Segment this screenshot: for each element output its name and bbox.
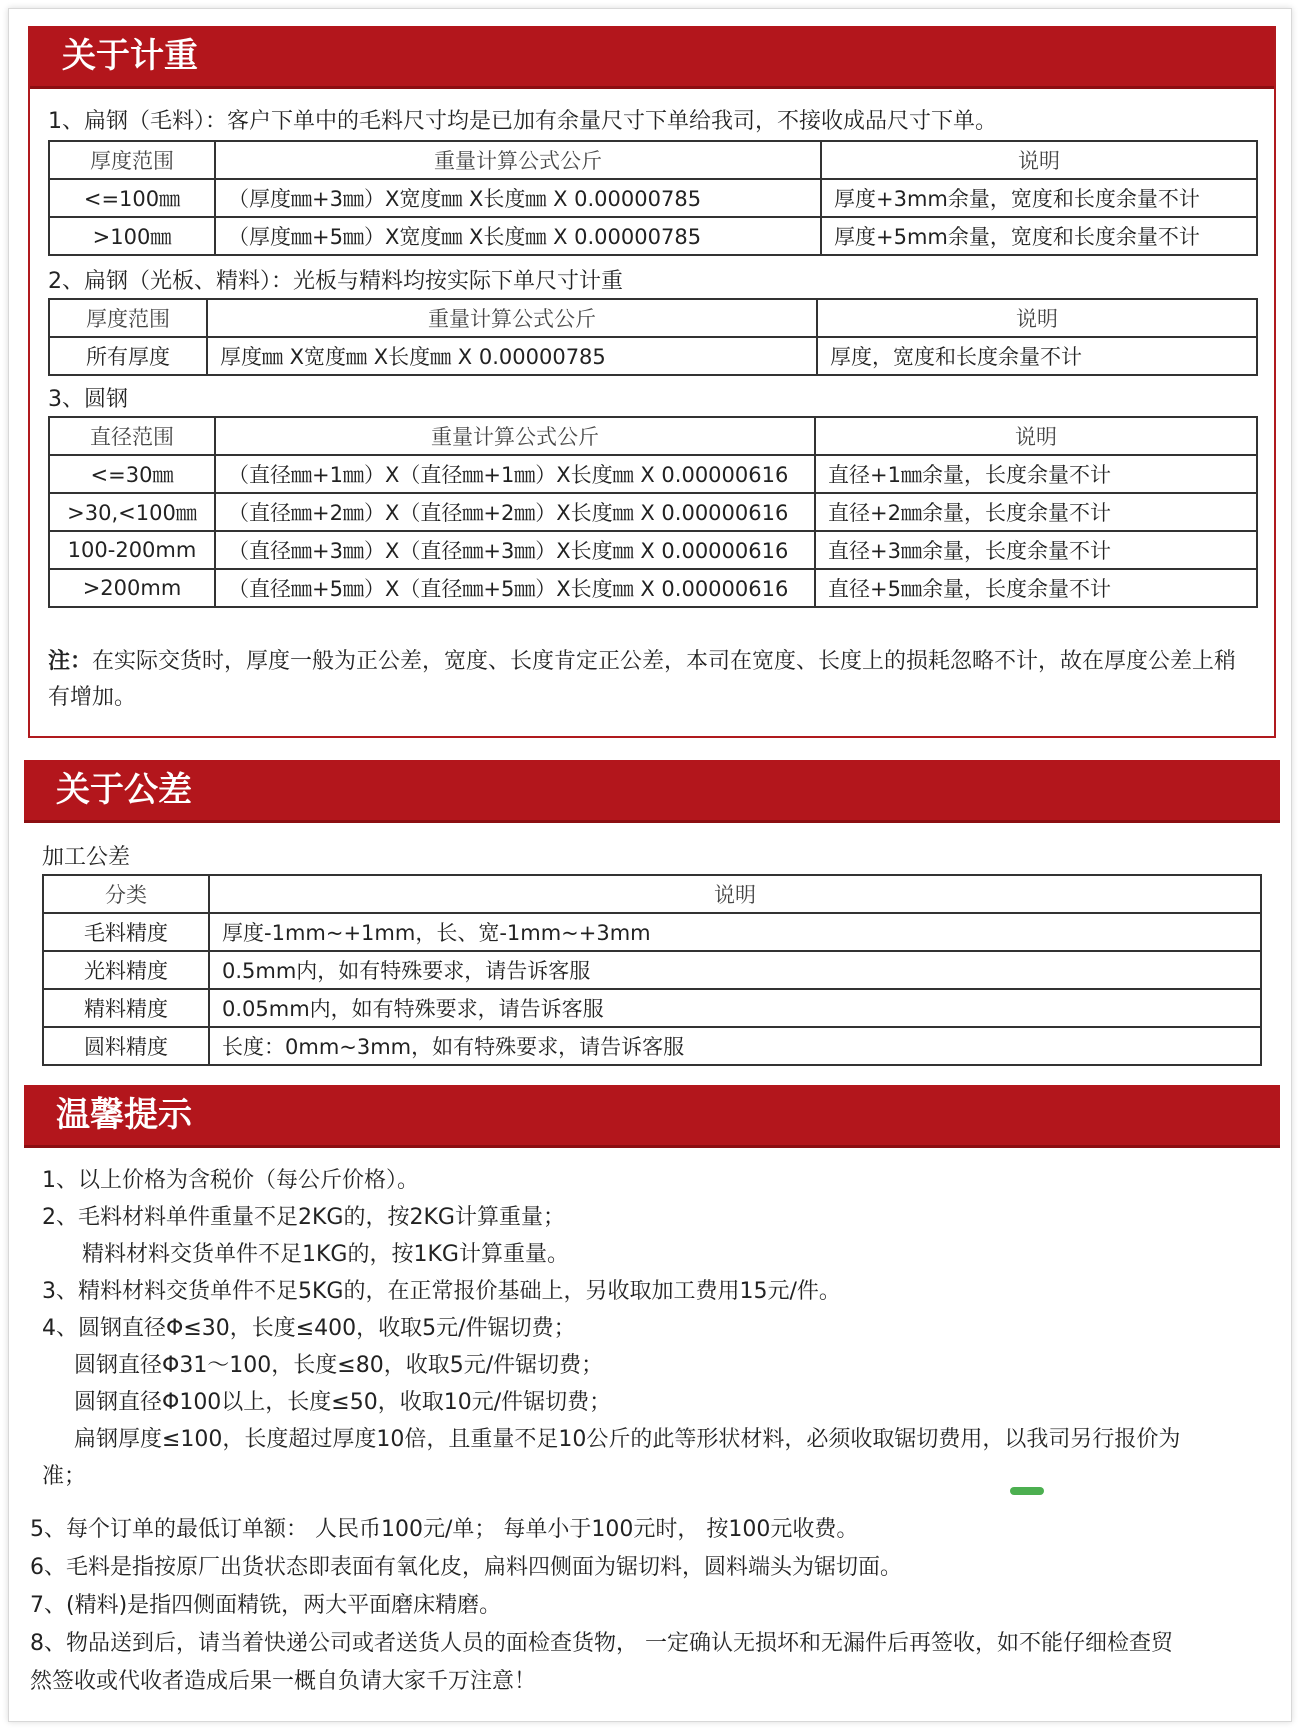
tip-line: 精料材料交货单件不足1KG的，按1KG计算重量。 bbox=[82, 1242, 569, 1267]
bottom-tip-line: 6、毛料是指按原厂出货状态即表面有氧化皮，扁料四侧面为锯切料，圆料端头为锯切面。 bbox=[30, 1555, 903, 1580]
tip-line: 4、圆钢直径Φ≤30，长度≤400，收取5元/件锯切费； bbox=[42, 1316, 576, 1341]
tolerance-subtitle: 加工公差 bbox=[42, 845, 131, 870]
range-cell: >100㎜ bbox=[49, 217, 215, 255]
tip-line: 3、精料材料交货单件不足5KG的，在正常报价基础上，另收取加工费用15元/件。 bbox=[42, 1279, 841, 1304]
table-row bbox=[49, 569, 1257, 607]
round-steel-table bbox=[48, 416, 1258, 608]
note-label: 注： bbox=[48, 649, 93, 674]
formula-cell: （厚度㎜+5㎜）X宽度㎜ X长度㎜ X 0.00000785 bbox=[215, 217, 821, 255]
table-row bbox=[49, 337, 1257, 375]
range-cell: >200mm bbox=[49, 569, 215, 607]
desc-cell: 直径+2㎜余量，长度余量不计 bbox=[815, 493, 1257, 531]
bottom-tip-line: 5、每个订单的最低订单额： 人民币100元/单； 每单小于100元时， 按100元收费。 bbox=[30, 1517, 859, 1542]
table-row bbox=[49, 179, 1257, 217]
bottom-tip-line: 然签收或代收者造成后果一概自负请大家千万注意！ bbox=[30, 1669, 537, 1694]
table-header-row bbox=[49, 141, 1257, 179]
formula-cell: （直径㎜+1㎜）X（直径㎜+1㎜）X长度㎜ X 0.00000616 bbox=[215, 455, 815, 493]
range-cell: >30,<100㎜ bbox=[49, 493, 215, 531]
desc-cell: 0.5mm内，如有特殊要求，请告诉客服 bbox=[209, 951, 1261, 989]
weight-note bbox=[48, 644, 1248, 716]
table-header-row bbox=[43, 875, 1261, 913]
desc-cell: 直径+1㎜余量，长度余量不计 bbox=[815, 455, 1257, 493]
category-cell: 圆料精度 bbox=[43, 1027, 209, 1065]
range-cell: 所有厚度 bbox=[49, 337, 207, 375]
header-cell: 说明 bbox=[817, 299, 1257, 337]
tips-header: 温馨提示 bbox=[24, 1085, 1280, 1148]
table-row bbox=[43, 951, 1261, 989]
formula-cell: （直径㎜+2㎜）X（直径㎜+2㎜）X长度㎜ X 0.00000616 bbox=[215, 493, 815, 531]
table-header-row bbox=[49, 299, 1257, 337]
tolerance-header: 关于公差 bbox=[24, 760, 1280, 823]
table-row bbox=[49, 217, 1257, 255]
header-cell: 重量计算公式公斤 bbox=[207, 299, 817, 337]
desc-cell: 厚度+3mm余量，宽度和长度余量不计 bbox=[821, 179, 1257, 217]
tip-line: 圆钢直径Φ100以上，长度≤50，收取10元/件锯切费； bbox=[74, 1390, 612, 1415]
formula-cell: （厚度㎜+3㎜）X宽度㎜ X长度㎜ X 0.00000785 bbox=[215, 179, 821, 217]
header-cell: 说明 bbox=[815, 417, 1257, 455]
formula-cell: 厚度㎜ X宽度㎜ X长度㎜ X 0.00000785 bbox=[207, 337, 817, 375]
header-cell: 说明 bbox=[821, 141, 1257, 179]
desc-cell: 厚度+5mm余量，宽度和长度余量不计 bbox=[821, 217, 1257, 255]
range-cell: <=30㎜ bbox=[49, 455, 215, 493]
flat-steel-raw-table bbox=[48, 140, 1258, 256]
tip-line: 准； bbox=[42, 1464, 87, 1489]
bottom-tip-line: 8、物品送到后，请当着快递公司或者送货人员的面检查货物， 一定确认无损坏和无漏件后再签收，如不能仔细检查贸 bbox=[30, 1631, 1173, 1656]
desc-cell: 长度：0mm~3mm，如有特殊要求，请告诉客服 bbox=[209, 1027, 1261, 1065]
header-cell: 厚度范围 bbox=[49, 299, 207, 337]
header-cell: 说明 bbox=[209, 875, 1261, 913]
header-cell: 直径范围 bbox=[49, 417, 215, 455]
table-row bbox=[43, 913, 1261, 951]
flat-steel-finished-title: 2、扁钢（光板、精料）：光板与精料均按实际下单尺寸计重 bbox=[48, 269, 623, 294]
tip-line: 圆钢直径Φ31～100，长度≤80，收取5元/件锯切费； bbox=[74, 1353, 604, 1378]
desc-cell: 0.05mm内，如有特殊要求，请告诉客服 bbox=[209, 989, 1261, 1027]
desc-cell: 直径+3㎜余量，长度余量不计 bbox=[815, 531, 1257, 569]
bottom-tip-line: 7、(精料)是指四侧面精铣，两大平面磨床精磨。 bbox=[30, 1593, 502, 1618]
round-steel-title: 3、圆钢 bbox=[48, 387, 128, 412]
header-cell: 分类 bbox=[43, 875, 209, 913]
category-cell: 光料精度 bbox=[43, 951, 209, 989]
table-row bbox=[43, 989, 1261, 1027]
tip-line: 扁钢厚度≤100，长度超过厚度10倍，且重量不足10公斤的此等形状材料，必须收取锯切费用，以我司另行报价为 bbox=[74, 1427, 1181, 1452]
header-cell: 重量计算公式公斤 bbox=[215, 141, 821, 179]
note-text: 在实际交货时，厚度一般为正公差，宽度、长度肯定正公差，本司在宽度、长度上的损耗忽略不计，故在厚度公差上稍有增加。 bbox=[48, 649, 1237, 710]
table-header-row bbox=[49, 417, 1257, 455]
category-cell: 精料精度 bbox=[43, 989, 209, 1027]
weight-header: 关于计重 bbox=[30, 26, 1274, 89]
desc-cell: 直径+5㎜余量，长度余量不计 bbox=[815, 569, 1257, 607]
desc-cell: 厚度-1mm~+1mm，长、宽-1mm~+3mm bbox=[209, 913, 1261, 951]
header-cell: 厚度范围 bbox=[49, 141, 215, 179]
table-row bbox=[49, 455, 1257, 493]
range-cell: 100-200mm bbox=[49, 531, 215, 569]
tip-line: 2、毛料材料单件重量不足2KG的，按2KG计算重量； bbox=[42, 1205, 565, 1230]
formula-cell: （直径㎜+3㎜）X（直径㎜+3㎜）X长度㎜ X 0.00000616 bbox=[215, 531, 815, 569]
flat-steel-raw-title: 1、扁钢（毛料）：客户下单中的毛料尺寸均是已加有余量尺寸下单给我司，不接收成品尺寸下单。 bbox=[48, 109, 998, 134]
header-cell: 重量计算公式公斤 bbox=[215, 417, 815, 455]
range-cell: <=100㎜ bbox=[49, 179, 215, 217]
formula-cell: （直径㎜+5㎜）X（直径㎜+5㎜）X长度㎜ X 0.00000616 bbox=[215, 569, 815, 607]
table-row bbox=[49, 493, 1257, 531]
flat-steel-finished-table bbox=[48, 298, 1258, 376]
category-cell: 毛料精度 bbox=[43, 913, 209, 951]
desc-cell: 厚度，宽度和长度余量不计 bbox=[817, 337, 1257, 375]
table-row bbox=[49, 531, 1257, 569]
table-row bbox=[43, 1027, 1261, 1065]
tip-line: 1、以上价格为含税价（每公斤价格）。 bbox=[42, 1168, 419, 1193]
new-badge-icon bbox=[1010, 1487, 1044, 1495]
tolerance-table bbox=[42, 874, 1262, 1066]
